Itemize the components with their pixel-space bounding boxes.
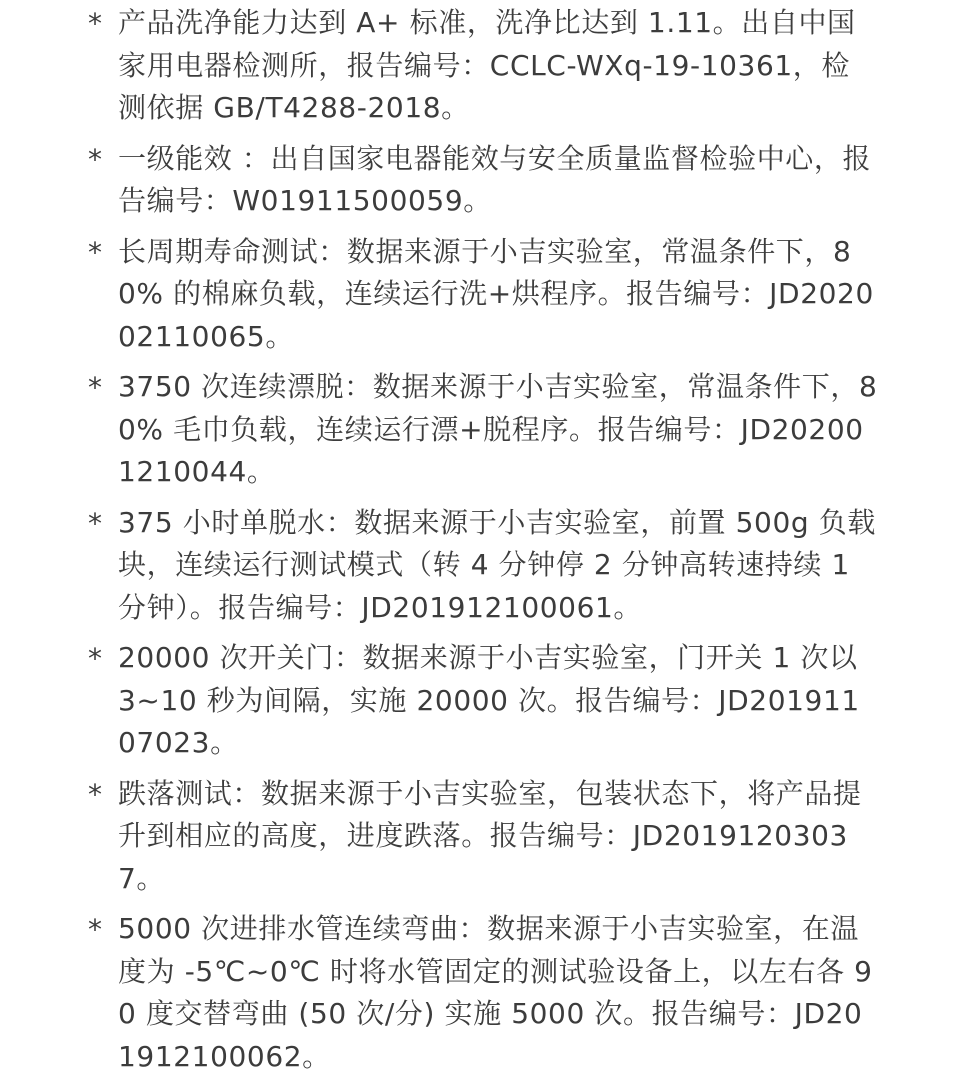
footnote-item [88,366,878,494]
footnote-item [88,2,878,130]
footnote-text: 跌落测试：数据来源于小吉实验室，包装状态下，将产品提升到相应的高度，进度跌落。报告编号：JD20191203037。 [118,776,862,895]
footnote-text: 长周期寿命测试：数据来源于小吉实验室，常温条件下，80% 的棉麻负载，连续运行洗+烘程序。报告编号：JD202002110065。 [118,234,874,353]
footnote-item [88,231,878,359]
footnote-item [88,637,878,765]
footnote-text: 一级能效 ：出自国家电器能效与安全质量监督检验中心，报告编号：W01911500059。 [118,141,872,217]
footnote-text: 375 小时单脱水：数据来源于小吉实验室，前置 500g 负载块，连续运行测试模式（转 4 分钟停 2 分钟高转速持续 1 分钟）。报告编号：JD201912100061。 [118,505,876,624]
footnote-item [88,502,878,630]
bullet-asterisk: * [88,142,103,176]
bullet-asterisk: * [88,506,103,540]
footnote-text: 5000 次进排水管连续弯曲：数据来源于小吉实验室，在温度为 -5℃~0℃ 时将水管固定的测试验设备上，以左右各 90 度交替弯曲 (50 次/分) 实施 5000 次。报告编号：JD201912100062。 [118,912,873,1073]
footnote-text: 20000 次开关门：数据来源于小吉实验室，门开关 1 次以 3~10 秒为间隔，实施 20000 次。报告编号：JD20191107023。 [118,641,860,759]
footnote-item [88,908,878,1078]
bullet-asterisk: * [88,642,103,675]
bullet-asterisk: * [88,777,103,811]
bullet-asterisk: * [88,371,103,404]
footnote-item [88,138,878,223]
footnote-text: 产品洗净能力达到 A+ 标准，洗净比达到 1.11。出自中国家用电器检测所，报告编号：CCLC-WXq-19-10361，检测依据 GB/T4288-2018。 [118,6,856,124]
bullet-asterisk: * [88,235,103,269]
footnote-item [88,773,878,901]
footnote-text: 3750 次连续漂脱：数据来源于小吉实验室，常温条件下，80% 毛巾负载，连续运行漂+脱程序。报告编号：JD202001210044。 [118,370,878,488]
bullet-asterisk: * [88,7,103,40]
bullet-asterisk: * [88,913,103,946]
footnote-list [88,2,878,1086]
